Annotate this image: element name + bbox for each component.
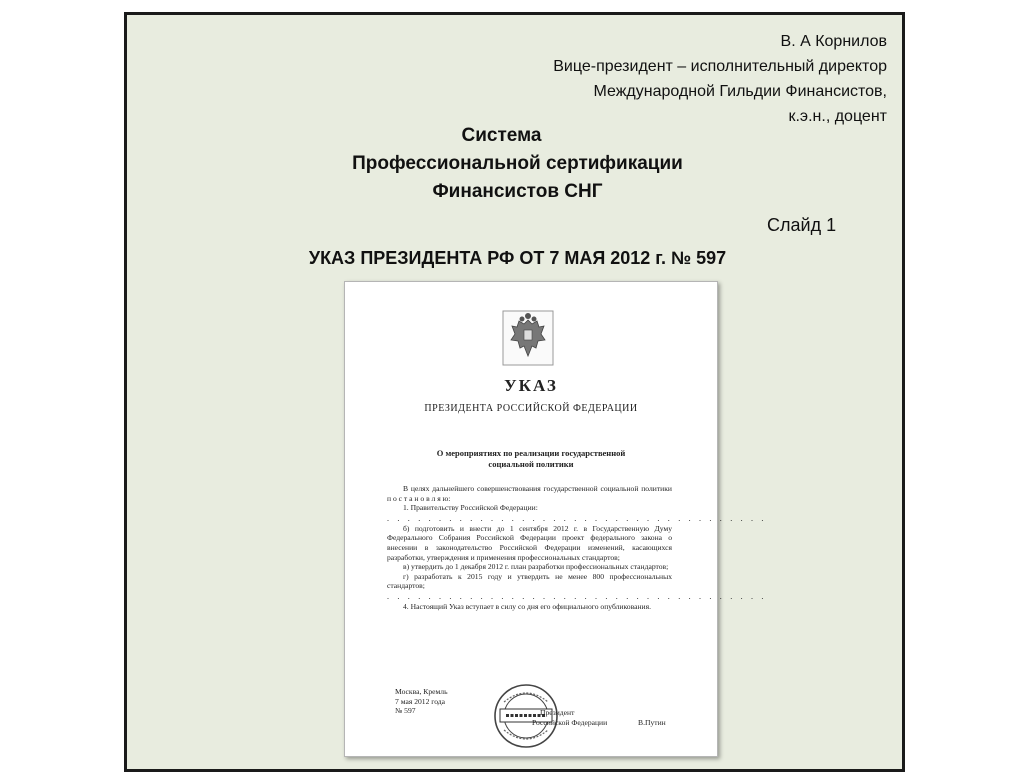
title-line-1: Система bbox=[461, 125, 542, 146]
signature-title-line-1: Президент bbox=[540, 708, 575, 717]
decree-document-image bbox=[344, 281, 767, 757]
coat-of-arms-icon bbox=[502, 310, 554, 366]
signature-title bbox=[532, 708, 607, 727]
document-topic-line-1: О мероприятиях по реализации государственной bbox=[436, 448, 626, 458]
document-topic-line-2: социальной политики bbox=[488, 459, 574, 469]
slide bbox=[124, 12, 905, 772]
signature-name: В.Путин bbox=[638, 718, 666, 727]
document-date: 7 мая 2012 года bbox=[395, 696, 446, 706]
author-block bbox=[553, 29, 887, 129]
document-subtitle: ПРЕЗИДЕНТА РОССИЙСКОЙ ФЕДЕРАЦИИ bbox=[424, 403, 638, 414]
document-item-g: г) разработать к 2015 году и утвердить не менее 800 профессиональных стандартов; bbox=[387, 571, 672, 591]
document-ellipsis-2: . . . . . . . . . . . . . . . . . . . . . . . . . . . . . . . . . . . . . bbox=[387, 591, 767, 601]
document-item-1: 1. Правительству Российской Федерации: bbox=[403, 503, 538, 513]
document-item-4: 4. Настоящий Указ вступает в силу со дня его официального опубликования. bbox=[403, 601, 651, 611]
slide-number: Слайд 1 bbox=[767, 215, 837, 235]
document-number: № 597 bbox=[395, 706, 416, 716]
document-topic bbox=[405, 448, 657, 470]
document-item-v: в) утвердить до 1 декабря 2012 г. план разработки профессиональных стандартов; bbox=[403, 562, 669, 572]
document-signoff bbox=[395, 687, 448, 716]
author-position: Вице-президент – исполнительный директор bbox=[553, 58, 887, 75]
title-line-2: Профессиональной сертификации bbox=[352, 153, 683, 174]
document-body bbox=[387, 484, 767, 612]
document-item-b: б) подготовить и внести до 1 сентября 2012 г. в Государственную Думу Федерального Собрания Российской Федерации проект федерального закона о внесении в законодательство Российской Федерации изменений, касающихся разработки, утверждения и применения профессиональных стандартов; bbox=[387, 523, 672, 562]
document-ellipsis-1: . . . . . . . . . . . . . . . . . . . . . . . . . . . . . . . . . . . . . bbox=[387, 513, 767, 523]
decree-heading: УКАЗ ПРЕЗИДЕНТА РФ ОТ 7 МАЯ 2012 г. № 597 bbox=[308, 248, 727, 268]
signature-title-line-2: Российской Федерации bbox=[532, 717, 608, 727]
slide-title bbox=[127, 122, 908, 206]
document-intro: В целях дальнейшего совершенствования государственной социальной политики п о с т а н о в л я ю: bbox=[387, 484, 672, 503]
document-title: УКАЗ bbox=[504, 376, 558, 395]
author-organization: Международной Гильдии Финансистов, bbox=[593, 83, 887, 100]
author-name: В. А Корнилов bbox=[780, 33, 887, 50]
document-place: Москва, Кремль bbox=[395, 687, 448, 696]
title-line-3: Финансистов СНГ bbox=[432, 181, 603, 202]
author-degree: к.э.н., доцент bbox=[788, 108, 887, 125]
